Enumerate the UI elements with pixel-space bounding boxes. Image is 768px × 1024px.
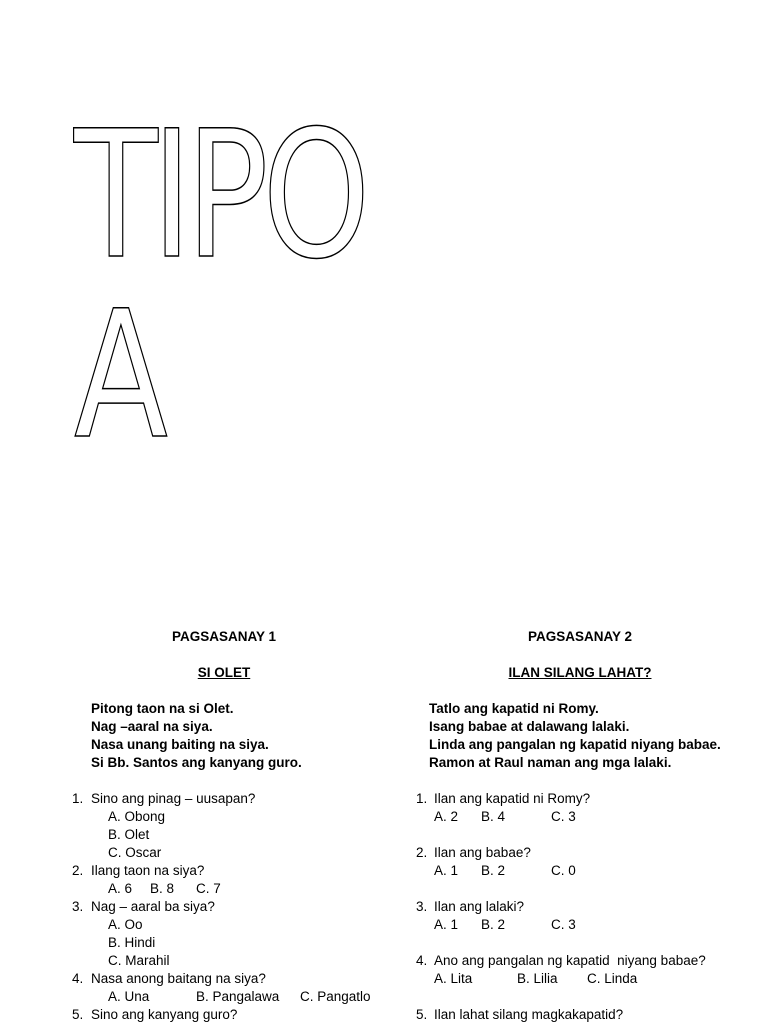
story-line: Pitong taon na si Olet. [91,701,234,716]
answer-option: A. 2 [434,809,459,824]
cover-title-line-2: A [74,273,162,478]
question-text: Ilan lahat silang magkakapatid? [434,1007,624,1022]
question-number: 3. [72,899,84,914]
question [66,898,382,916]
question-number: 5. [72,1007,84,1022]
answer-option: A. 6 [108,881,133,896]
answer-option: C. 0 [551,863,576,878]
answer-option: C. 3 [551,917,576,932]
answer-options-row [410,862,750,880]
question-text: Ilan ang babae? [434,845,531,860]
exercise-1-story [66,700,382,772]
question-text: Ilan ang kapatid ni Romy? [434,791,591,806]
question [66,1006,382,1024]
question-number: 4. [416,953,428,968]
question-text: Nasa anong baitang na siya? [91,971,266,986]
story-line: Isang babae at dalawang lalaki. [429,719,630,734]
answer-options-row [410,916,750,934]
answer-option: A. 1 [434,917,459,932]
answer-option: C. Linda [587,971,638,986]
answer-options-row [410,808,750,826]
question-number: 3. [416,899,428,914]
question [66,790,382,808]
story-line: Si Bb. Santos ang kanyang guro. [91,755,302,770]
answer-option: A. Obong [108,809,166,824]
answer-option: B. 8 [150,881,175,896]
answer-option: C. 3 [551,809,576,824]
exercise-1 [66,628,382,1024]
question-number: 2. [416,845,428,860]
question-text: Sino ang kanyang guro? [91,1007,238,1022]
exercise-2 [410,628,750,1024]
story-line: Nag –aaral na siya. [91,719,213,734]
answer-option: A. 1 [434,863,459,878]
question [66,862,382,880]
question-text: Ilan ang lalaki? [434,899,525,914]
exercise-2-title: ILAN SILANG LAHAT? [508,665,652,680]
exercise-2-questions [410,790,750,1024]
answer-option: C. Pangatlo [300,989,371,1004]
answer-option: A. Oo [108,917,143,932]
answer-option: C. Marahil [108,953,170,968]
story-line: Tatlo ang kapatid ni Romy. [429,701,599,716]
answer-option: B. Pangalawa [196,989,280,1004]
question-text: Ilang taon na siya? [91,863,205,878]
question [410,898,750,916]
answer-option: B. Lilia [517,971,558,986]
exercise-2-heading: PAGSASANAY 2 [527,629,633,644]
answer-option: B. 4 [481,809,506,824]
story-line: Linda ang pangalan ng kapatid niyang babae. [429,737,721,752]
answer-option: A. Lita [434,971,473,986]
story-line: Nasa unang baiting na siya. [91,737,269,752]
answer-options-row [66,880,382,898]
question-number: 1. [416,791,428,806]
question [410,790,750,808]
answer-options-row [66,988,382,1006]
question-number: 2. [72,863,84,878]
answer-option: A. Una [108,989,150,1004]
question-number: 5. [416,1007,428,1022]
answer-option: B. Olet [108,827,150,842]
story-line: Ramon at Raul naman ang mga lalaki. [429,755,672,770]
answer-option: B. Hindi [108,935,156,950]
cover-title-line-1: TIPO [74,93,365,298]
question [410,1006,750,1024]
question [410,952,750,970]
question [410,844,750,862]
answer-options-row [410,970,750,988]
question-text: Ano ang pangalan ng kapatid niyang babae? [434,953,706,968]
question-number: 1. [72,791,84,806]
question [66,970,382,988]
exercise-2-story [410,700,750,772]
question-number: 4. [72,971,84,986]
answer-option: C. Oscar [108,845,162,860]
answer-option: B. 2 [481,917,506,932]
exercise-1-heading: PAGSASANAY 1 [171,629,277,644]
exercise-1-questions [66,790,382,1024]
answer-option: C. 7 [196,881,221,896]
exercise-1-title: SI OLET [197,665,251,680]
answer-option: B. 2 [481,863,506,878]
question-text: Nag – aaral ba siya? [91,899,215,914]
question-text: Sino ang pinag – uusapan? [91,791,256,806]
